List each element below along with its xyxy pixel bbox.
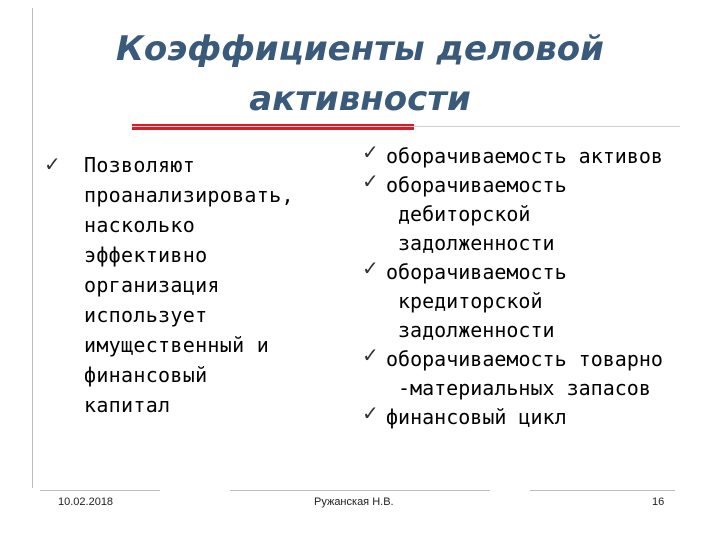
checkmark-icon: ✓ (362, 343, 379, 367)
footer-date-rule (40, 490, 160, 491)
list-item (352, 258, 714, 345)
footer-date: 10.02.2018 (58, 496, 114, 508)
list-item-line: оборачиваемость (386, 173, 567, 197)
checkmark-icon: ✓ (362, 401, 379, 425)
title-line-2: активности (249, 79, 471, 119)
checkmark-icon: ✓ (362, 169, 379, 193)
left-line: проанализировать, (84, 183, 294, 207)
list-item-line: дебиторской (398, 202, 531, 226)
left-line: насколько (84, 213, 196, 237)
footer-page-number: 16 (652, 496, 665, 508)
right-bullet-list (352, 142, 714, 432)
list-item-line: -материальных запасов (398, 376, 651, 400)
list-item-line: задолженности (398, 231, 555, 255)
left-bullet-text (84, 150, 344, 420)
left-line: Позволяют (84, 153, 196, 177)
title-underline (132, 126, 680, 127)
list-item-line: финансовый цикл (386, 405, 567, 429)
title-accent-bar (132, 124, 414, 130)
list-item-line: кредиторской (398, 289, 543, 313)
checkmark-icon: ✓ (44, 152, 61, 176)
list-item-line: оборачиваемость (386, 260, 567, 284)
left-line: финансовый (84, 363, 208, 387)
left-line: эффективно (84, 243, 208, 267)
title-line-1: Коэффициенты деловой (116, 29, 604, 69)
footer-author-rule (230, 490, 490, 491)
list-item (352, 142, 714, 171)
left-line: капитал (84, 393, 171, 417)
list-item-line: оборачиваемость товарно (386, 347, 663, 371)
left-line: имущественный и (84, 333, 270, 357)
checkmark-icon: ✓ (362, 140, 379, 164)
footer-author: Ружанская Н.В. (314, 496, 394, 508)
slide-border-line (32, 8, 33, 488)
checkmark-icon: ✓ (362, 256, 379, 280)
list-item (352, 403, 714, 432)
left-line: организация (84, 273, 220, 297)
left-line: использует (84, 303, 208, 327)
slide-title (60, 24, 660, 124)
list-item-line: задолженности (398, 318, 555, 342)
list-item (352, 171, 714, 258)
list-item-line: оборачиваемость активов (386, 144, 663, 168)
footer-page-rule (530, 490, 675, 491)
list-item (352, 345, 714, 403)
